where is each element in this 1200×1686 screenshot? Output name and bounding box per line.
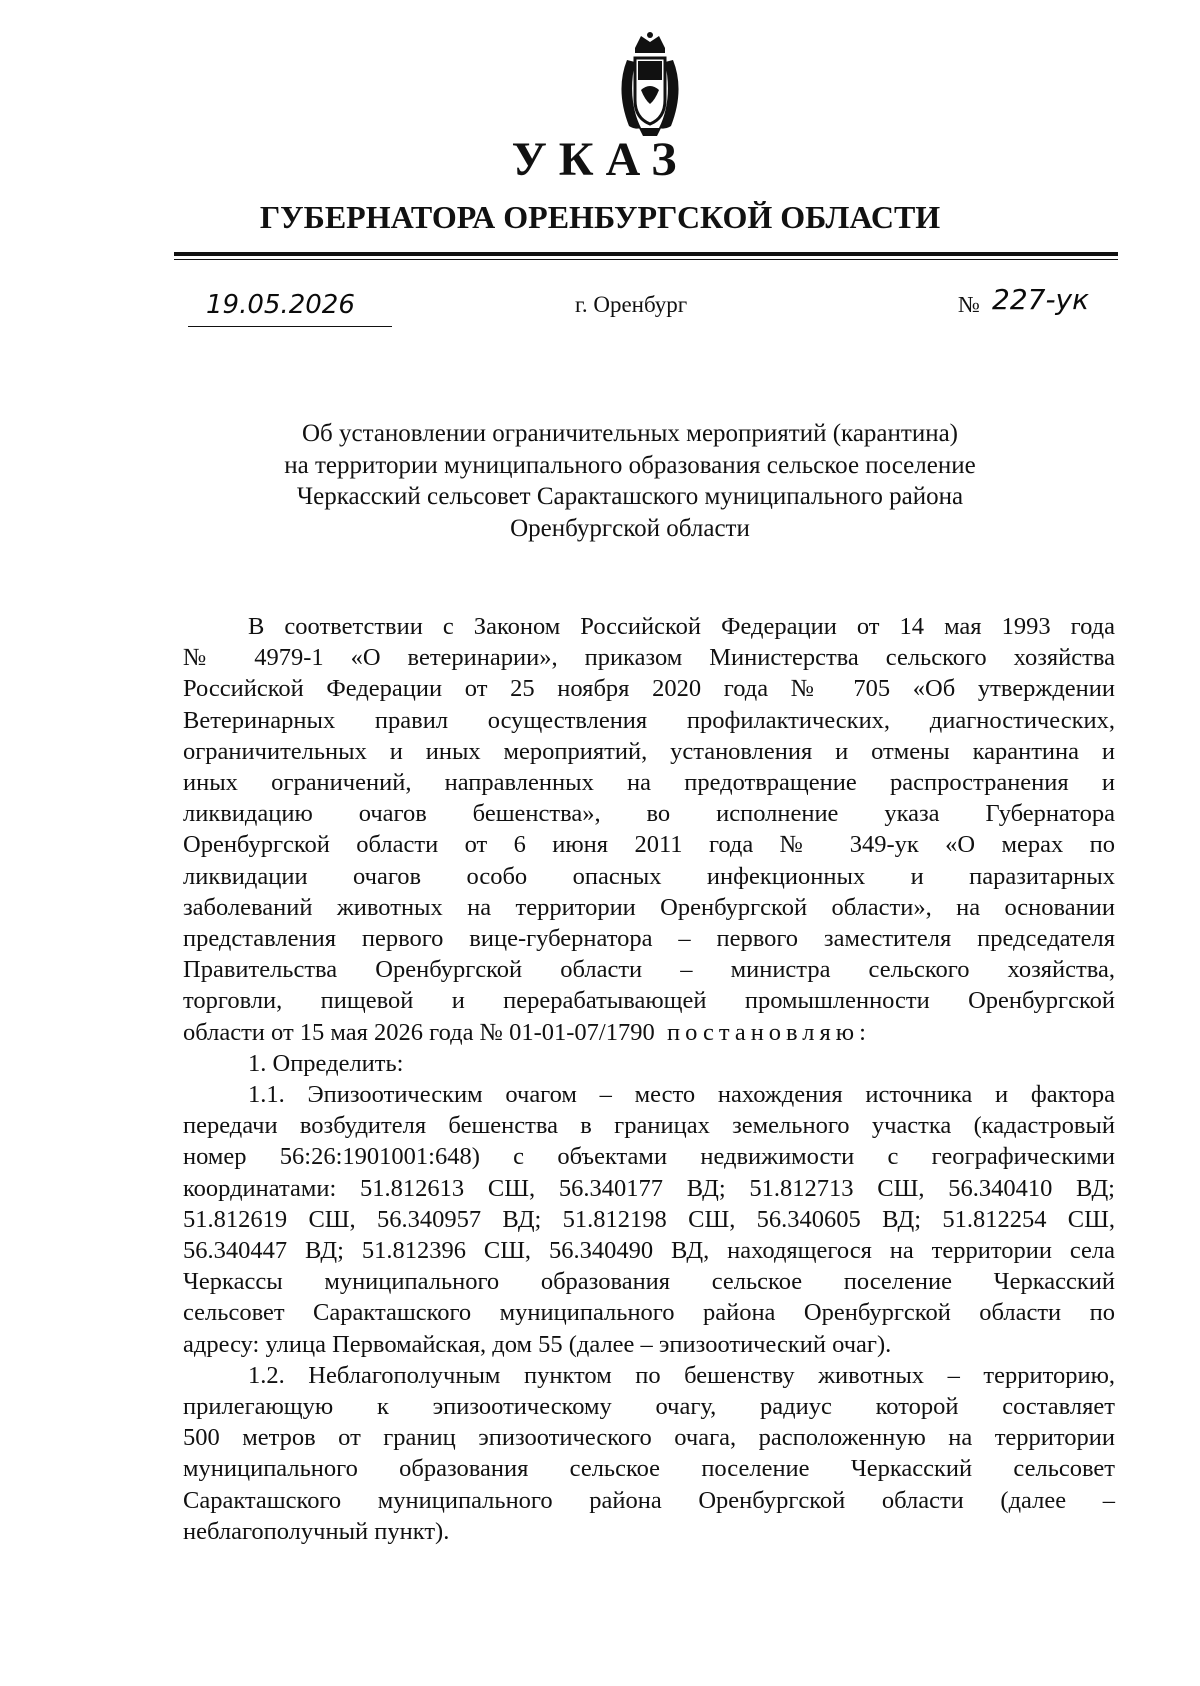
handwritten-date: 19.05.2026 xyxy=(206,290,355,320)
header-rule-thin xyxy=(174,259,1118,260)
decree-body xyxy=(183,611,1115,1547)
body-line: ликвидацию очагов бешенства», во исполнение указа Губернатора xyxy=(183,800,1115,828)
number-field xyxy=(990,283,1118,323)
handwritten-number: 227-ук xyxy=(992,283,1090,316)
body-line: сельсовет Саракташского муниципального района Оренбургской области по xyxy=(183,1299,1115,1327)
body-line: представления первого вице-губернатора – первого заместителя председателя xyxy=(183,925,1115,953)
body-line: Правительства Оренбургской области – министра сельского хозяйства, xyxy=(183,956,1115,984)
body-line: 51.812619 СШ, 56.340957 ВД; 51.812198 СШ, 56.340605 ВД; 51.812254 СШ, xyxy=(183,1205,1115,1233)
decree-word: постановляю: xyxy=(666,1018,871,1046)
body-line: ликвидации очагов особо опасных инфекционных и паразитарных xyxy=(183,862,1115,890)
body-line: Оренбургской области от 6 июня 2011 года № 349-ук «О мерах по xyxy=(183,831,1115,859)
decree-heading xyxy=(230,418,1030,544)
body-line: иных ограничений, направленных на предотвращение распространения и xyxy=(183,769,1115,797)
body-line: неблагополучный пункт). xyxy=(183,1517,450,1545)
document-subtitle: ГУБЕРНАТОРА ОРЕНБУРГСКОЙ ОБЛАСТИ xyxy=(259,199,941,235)
city-label: г. Оренбург xyxy=(575,292,688,317)
body-line: заболеваний животных на территории Оренбургской области», на основании xyxy=(183,893,1115,921)
body-line: Черкассы муниципального образования сельское поселение Черкасский xyxy=(183,1268,1115,1296)
body-line-decree xyxy=(183,1017,1115,1048)
body-line: 1.1. Эпизоотическим очагом – место нахождения источника и фактора xyxy=(248,1081,1115,1109)
body-line: Ветеринарных правил осуществления профилактических, диагностических, xyxy=(183,706,1115,734)
body-line: адресу: улица Первомайская, дом 55 (далее – эпизоотический очаг). xyxy=(183,1330,892,1358)
body-line: 1. Определить: xyxy=(248,1049,404,1077)
body-line: координатами: 51.812613 СШ, 56.340177 ВД; 51.812713 СШ, 56.340410 ВД; xyxy=(183,1174,1115,1202)
body-line: Саракташского муниципального района Оренбургской области (далее – xyxy=(183,1486,1115,1514)
body-line: номер 56:26:1901001:648) с объектами недвижимости с географическими xyxy=(183,1143,1115,1171)
body-line: В соответствии с Законом Российской Федерации от 14 мая 1993 года xyxy=(248,613,1115,640)
body-line: муниципального образования сельское поселение Черкасский сельсовет xyxy=(183,1455,1115,1483)
body-line: № 4979-1 «О ветеринарии», приказом Министерства сельского хозяйства xyxy=(183,644,1115,672)
header-rule-thick xyxy=(174,252,1118,256)
body-line: 56.340447 ВД; 51.812396 СШ, 56.340490 ВД, находящегося на территории села xyxy=(183,1237,1115,1265)
heading-line: на территории муниципального образования сельское поселение xyxy=(284,451,976,479)
body-line: прилегающую к эпизоотическому очагу, радиус которой составляет xyxy=(183,1393,1115,1421)
body-line: ограничительных и иных мероприятий, установления и отмены карантина и xyxy=(183,737,1115,765)
document-title: УКАЗ xyxy=(511,133,689,186)
body-line: Российской Федерации от 25 ноября 2020 года № 705 «Об утверждении xyxy=(183,675,1115,703)
body-line: 500 метров от границ эпизоотического очага, расположенную на территории xyxy=(183,1424,1115,1452)
date-field xyxy=(188,290,392,327)
body-line: передачи возбудителя бешенства в границах земельного участка (кадастровый xyxy=(183,1112,1115,1140)
heading-line: Об установлении ограничительных мероприятий (карантина) xyxy=(301,420,959,447)
heading-line: Оренбургской области xyxy=(510,514,750,542)
coat-of-arms-emblem xyxy=(605,30,695,140)
number-label: № xyxy=(958,292,980,317)
body-line: 1.2. Неблагополучным пунктом по бешенству животных – территорию, xyxy=(248,1361,1115,1389)
heading-line: Черкасский сельсовет Саракташского муниципального района xyxy=(296,483,964,510)
body-line-text: области от 15 мая 2026 года № 01-01-07/1790 xyxy=(183,1018,655,1046)
body-line: торговли, пищевой и перерабатывающей промышленности Оренбургской xyxy=(183,987,1115,1015)
